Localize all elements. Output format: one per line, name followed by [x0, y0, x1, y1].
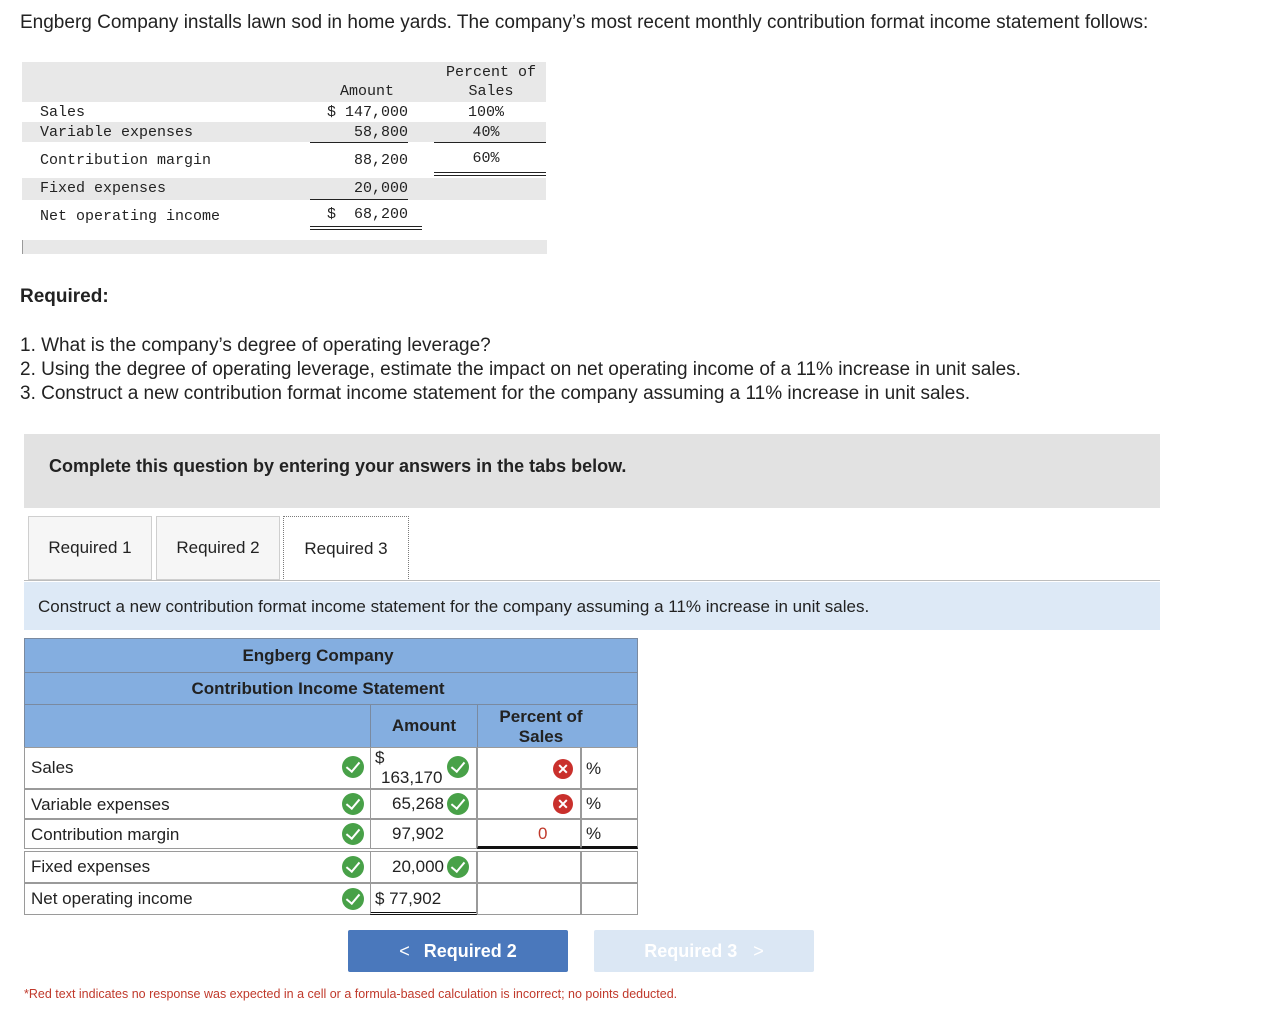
- check-icon: [342, 793, 364, 815]
- check-icon: [447, 793, 469, 815]
- tab-divider: [24, 580, 1160, 581]
- percent-input-contribution-margin[interactable]: [477, 819, 581, 849]
- table-title-header: [24, 672, 638, 705]
- row-label-variable-expenses: Variable expenses: [24, 789, 370, 819]
- orig-row-percent: 40%: [472, 124, 500, 141]
- col-percent-header: Percent of Sales: [499, 707, 583, 746]
- footnote: *Red text indicates no response was expected in a cell or a formula-based calculation is incorrect; no points deducted.: [24, 987, 678, 1001]
- problem-intro: Engberg Company installs lawn sod in home yards. The company’s most recent monthly contribution format income statement follows:: [20, 12, 1149, 33]
- required-item: 2. Using the degree of operating leverage, estimate the impact on net operating income of a 11% increase in unit sales.: [20, 359, 1021, 380]
- orig-row-label: Sales: [40, 104, 86, 121]
- percent-sign-cell: [581, 819, 638, 849]
- chevron-left-icon: <: [399, 940, 410, 961]
- orig-row-label: Variable expenses: [40, 124, 194, 141]
- error-x-icon: ✕: [553, 794, 573, 814]
- orig-row-percent: 60%: [472, 150, 500, 167]
- company-name: Engberg Company: [242, 646, 394, 665]
- amount-input-contribution-margin[interactable]: [370, 819, 477, 849]
- empty-cell: [477, 883, 581, 915]
- subtotal-line: [434, 142, 546, 143]
- percent-sign: %: [586, 794, 602, 813]
- percent-value: 0: [538, 824, 548, 843]
- amount-value: 97,902: [392, 824, 444, 843]
- subtotal-line: [310, 142, 408, 143]
- orig-header-percent: Percent of: [445, 64, 536, 81]
- required-list: [20, 334, 1021, 406]
- total-double-line: [434, 172, 546, 176]
- percent-input-variable-expenses[interactable]: [477, 789, 581, 819]
- check-icon: [342, 756, 364, 778]
- orig-header-percent-2: Sales: [468, 83, 514, 100]
- statement-title: Contribution Income Statement: [191, 679, 445, 698]
- amount-input-net-operating-income[interactable]: [370, 883, 477, 915]
- instruction-text: Complete this question by entering your answers in the tabs below.: [49, 456, 627, 476]
- row-label-contribution-margin: Contribution margin: [24, 819, 370, 849]
- original-income-statement: [22, 62, 546, 254]
- next-required-3-button[interactable]: [594, 930, 814, 972]
- instruction-banner: [24, 434, 1160, 508]
- orig-row-label: Fixed expenses: [40, 180, 167, 197]
- amount-value: 65,268: [392, 794, 444, 813]
- orig-row-label: Contribution margin: [40, 152, 212, 169]
- prev-button-label: Required 2: [423, 940, 517, 961]
- prev-required-2-button[interactable]: [348, 930, 568, 972]
- empty-cell: [477, 851, 581, 883]
- check-icon: [447, 756, 469, 778]
- required-title: Required:: [20, 286, 109, 307]
- chevron-right-icon: >: [753, 940, 764, 961]
- table-column-header: [24, 704, 638, 748]
- amount-value: 20,000: [392, 857, 444, 876]
- check-icon: [342, 856, 364, 878]
- check-icon: [342, 888, 364, 910]
- tab-required-3[interactable]: Required 3: [283, 516, 409, 581]
- orig-row-amount: 88,200: [353, 152, 408, 169]
- amount-value: 163,170: [381, 768, 443, 787]
- error-x-icon: ✕: [553, 759, 573, 779]
- table-company-header: [24, 638, 638, 673]
- dollar-sign: $: [375, 748, 385, 767]
- orig-row-amount: 20,000: [353, 180, 408, 197]
- row-label-net-operating-income: Net operating income: [24, 883, 370, 915]
- orig-row-percent: 100%: [467, 104, 504, 121]
- check-icon: [447, 856, 469, 878]
- orig-row-label: Net operating income: [40, 208, 221, 225]
- question-text: Construct a new contribution format income statement for the company assuming a 11% increase in unit sales.: [38, 597, 870, 616]
- row-label-fixed-expenses: Fixed expenses: [24, 851, 370, 883]
- percent-sign-cell: [581, 747, 638, 789]
- tab-required-1[interactable]: Required 1: [28, 516, 152, 580]
- orig-row-amount: $ 68,200: [326, 206, 408, 223]
- empty-cell: [581, 851, 638, 883]
- footer-band: [22, 240, 547, 254]
- required-item: 1. What is the company’s degree of operating leverage?: [20, 335, 491, 356]
- percent-sign-cell: [581, 789, 638, 819]
- percent-input-sales[interactable]: [477, 747, 581, 789]
- answer-table: [24, 638, 638, 916]
- subtotal-line: [310, 199, 408, 200]
- required-item: 3. Construct a new contribution format income statement for the company assuming a 11% increase in unit sales.: [20, 383, 971, 404]
- orig-row-amount: 58,800: [353, 124, 408, 141]
- col-amount-header: Amount: [370, 705, 478, 747]
- orig-row-amount: $ 147,000: [326, 104, 408, 121]
- empty-cell: [581, 883, 638, 915]
- row-label-sales: Sales: [24, 747, 370, 789]
- percent-sign: %: [586, 824, 602, 843]
- check-icon: [342, 823, 364, 845]
- amount-value: $ 77,902: [375, 889, 442, 908]
- percent-sign: %: [586, 759, 602, 778]
- orig-header-amount: Amount: [339, 83, 394, 100]
- total-double-line: [310, 226, 422, 230]
- question-bar: [24, 582, 1160, 630]
- tab-required-2[interactable]: Required 2: [156, 516, 280, 580]
- next-button-label: Required 3: [644, 940, 738, 961]
